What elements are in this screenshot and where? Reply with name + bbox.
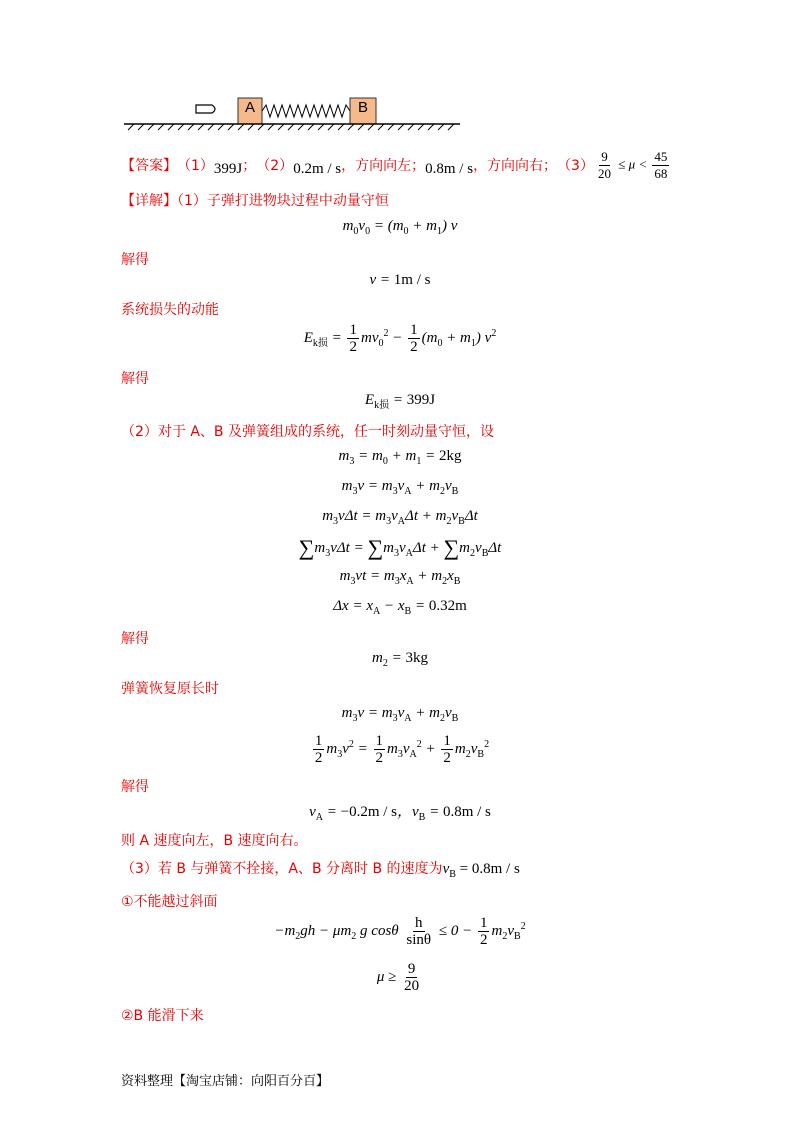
case1-text: ①不能越过斜面 [121, 894, 218, 910]
equation-energy-restore: $\frac{1}{2}$ $m_3v^2$ = $\frac{1}{2}$ $m_3v_A^2$ + $\frac{1}{2}$ $m_2v_B^2$ [314, 733, 490, 766]
jiede-1: 解得 [121, 252, 149, 268]
answer-part1: （1） [177, 158, 214, 174]
footer-text: 资料整理【淘宝店铺：向阳百分百】 [121, 1074, 330, 1089]
ground-hatching [128, 124, 454, 130]
equation-m3v: $m_3v = m_3v_A + m_2v_B$ [341, 478, 459, 497]
equation-velocities: $v_A = -0.2m / s$，$v_B = 0.8m / s$ [309, 804, 491, 823]
detail-step2: （2）对于 A、B 及弹簧组成的系统，任一时刻动量守恒，设 [121, 424, 494, 440]
bullet-icon [196, 105, 215, 113]
equation-m3: $m_3 = m_0 + m_1 = 2kg$ [338, 448, 462, 467]
equation-energy: $E_{k损}$ = $\frac{1}{2}$ $mv_0^2$ − $\frac{1}{2}$ $(m_0 + m_1)$ $v^2$ [303, 322, 497, 355]
answer-value3: 0.8m / s [425, 160, 474, 177]
equation-incline: $-m_2gh - \mu m_2$ g cosθ $\frac{h}{\sin\theta}$ ≤ 0 − $\frac{1}{2}$ $m_2v_B^2$ [274, 915, 526, 948]
detail-line1 [121, 190, 389, 210]
equation-displacement: $m_3vt = m_3x_A + m_2x_B$ [339, 568, 461, 587]
step3-text: （3）若 B 与弹簧不拴接，A、B 分离时 B 的速度为 [121, 861, 443, 877]
answer-part2: （2） [256, 158, 294, 174]
equation-delta-x: $\Delta x = x_A - x_B = 0.32m$ [333, 598, 467, 617]
energy-loss-text: 系统损失的动能 [121, 302, 219, 318]
detail-step1: （1）子弹打进物块过程中动量守恒 [177, 193, 389, 209]
equation-mu: μ ≥ $\frac{9}{20}$ [376, 961, 420, 994]
answer-part3: （3） [557, 158, 594, 174]
detail-step3 [121, 858, 520, 880]
detail-label: 【详解】 [121, 193, 177, 209]
equation-sum: $\sum m_3v\Delta t = \sum m_3v_A\Delta t + \sum m_2v_B\Delta t$ [298, 535, 502, 560]
case2-text: ②B 能滑下来 [121, 1008, 204, 1024]
direction-text: 则 A 速度向左，B 速度向右。 [121, 833, 308, 849]
equation-dt: $m_3v\Delta t = m_3v_A\Delta t + m_2v_B\Delta t$ [322, 508, 478, 527]
answer-range: $\frac{9}{20}$ ≤ μ < $\frac{45}{68}$ [597, 148, 668, 181]
spring [262, 105, 350, 117]
answer-dir-left: ，方向向左； [341, 158, 426, 174]
answer-value2: 0.2m / s [293, 160, 342, 177]
equation-velocity: v = 1m / s [369, 272, 431, 288]
answer-dir-right: ，方向向右； [473, 158, 558, 174]
equation-energy-result: $E_{k损} = 399J$ [364, 392, 436, 411]
block-b-label: B [357, 99, 368, 116]
spring-block-diagram [120, 95, 465, 131]
answer-value1: 399J [213, 160, 243, 177]
answer-line [121, 150, 671, 180]
step3-value: $v_B = 0.8m / s$ [442, 861, 520, 880]
jiede-2: 解得 [121, 371, 149, 387]
equation-momentum-restore: $m_3v = m_3v_A + m_2v_B$ [341, 705, 459, 724]
spring-restore-text: 弹簧恢复原长时 [121, 681, 219, 697]
block-a-label: A [244, 99, 255, 116]
equation-momentum: $m_0v_0 = (m_0 + m_1)$ v [342, 218, 458, 237]
equation-m2: $m_2 = 3kg$ [372, 650, 428, 669]
jiede-4: 解得 [121, 779, 149, 795]
answer-sep: ； [242, 158, 257, 174]
jiede-3: 解得 [121, 631, 149, 647]
answer-label: 【答案】 [121, 158, 177, 174]
